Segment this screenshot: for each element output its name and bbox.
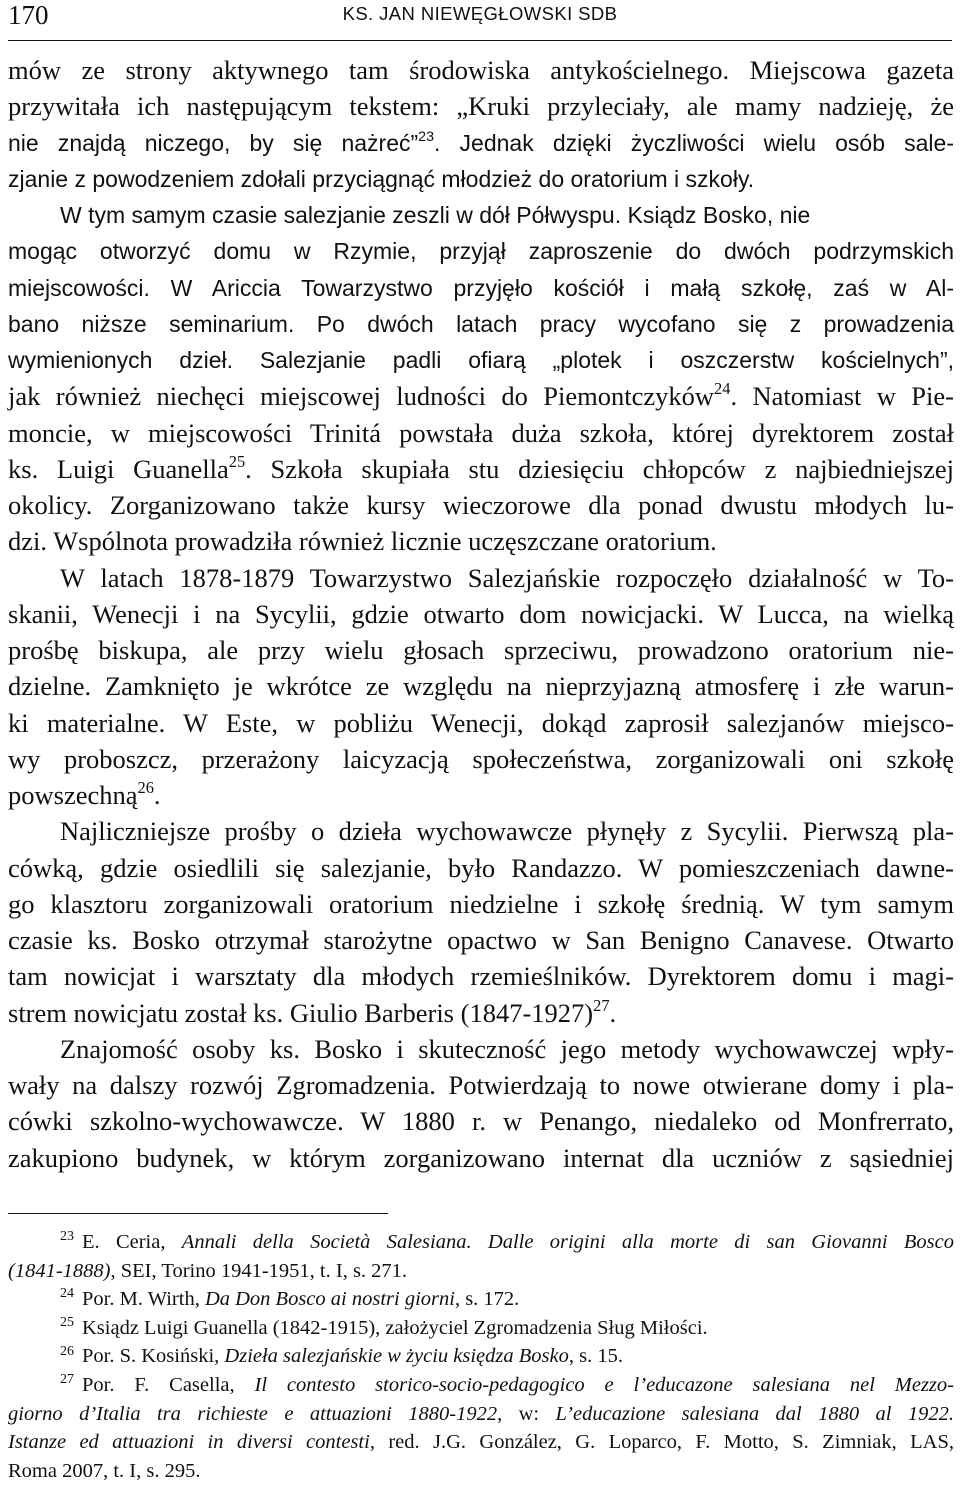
footnote-ref-25: 25 [228, 451, 246, 471]
footnote-27-cont: Roma 2007, t. I, s. 295. [8, 1459, 201, 1482]
footnote-27-cont: Istanze ed attuazioni in diversi contesti, red. J.G. González, G. Loparco, F. Motto, S. Zimniak, LAS, [8, 1431, 954, 1454]
footnote-23: $^{23}$ E. Ceria, Annali della Società Salesiana. Dalle origini alla morte di san Giovanni Bosco [60, 1229, 954, 1253]
text-line: cówką, gdzie osiedlili się salezjanie, było Randazzo. W pomieszczeniach dawne- [8, 852, 954, 883]
text-line: mogąc otworzyć domu w Rzymie, przyjął zaproszenie do dwóch podrzymskich [8, 238, 954, 265]
text-line: zjanie z powodzeniem zdołali przyciągnąć młodzież do oratorium i szkoły. [8, 165, 755, 192]
text-line: wy proboszcz, przerażony laicyzacją społeczeństwa, zorganizowali oni szkołę [8, 743, 954, 774]
footnote-25: $^{25}$ Ksiądz Luigi Guanella (1842-1915), założyciel Zgromadzenia Sług Miłości. [60, 1314, 708, 1339]
text-line: moncie, w miejscowości Trinitá powstała duża szkoła, której dyrektorem został [8, 417, 954, 448]
footnote-23-cont: (1841-1888), SEI, Torino 1941-1951, t. I, s. 271. [8, 1259, 408, 1282]
text-line: W tym samym czasie salezjanie zeszli w dół Półwyspu. Ksiądz Bosko, nie [60, 202, 811, 228]
text-line: skanii, Wenecji i na Sycylii, gdzie otwarto dom nowicjacki. W Lucca, na wielką [8, 598, 954, 629]
footnote-27: $^{27}$ Por. F. Casella, Il contesto storico-socio-pedagogico e l’educazone salesiana nel Mezzo- [60, 1372, 954, 1396]
text-line: strem nowicjatu został ks. Giulio Barberis (1847-1927)$^{27}$. [8, 995, 617, 1028]
text-line: czasie ks. Bosko otrzymał starożytne opactwo w San Benigno Canavese. Otwarto [8, 925, 954, 955]
text-line: przywitała ich następującym tekstem: „Kruki przyleciały, ale mamy nadzieję, że [8, 91, 954, 122]
text-line: wały na dalszy rozwój Zgromadzenia. Potwierdzają to nowe otwierane domy i pla- [8, 1070, 954, 1100]
footnotes [8, 1228, 954, 1485]
footnote-ref-26: 26 [137, 778, 154, 798]
text-line: mów ze strony aktywnego tam środowiska antykościelnego. Miejscowa gazeta [8, 55, 954, 85]
text-line: ki materialne. W Este, w pobliżu Wenecji, dokąd zaprosił salezjanów miejsco- [8, 707, 954, 738]
text-line: nie znajdą niczego, by się nażreć”$^{23}$. Jednak dzięki życzliwości wielu osób sale- [8, 128, 954, 156]
text-line: ks. Luigi Guanella$^{25}$. Szkoła skupiała stu dziesięciu chłopców z najbiedniejszej [8, 451, 955, 484]
text-line: miejscowości. W Ariccia Towarzystwo przyjęło kościół i małą szkołę, zaś w Al- [8, 274, 954, 301]
text-line: okolicy. Zorganizowano także kursy wieczorowe dla ponad dwustu młodych lu- [8, 490, 954, 520]
text-line: powszechną$^{26}$. [8, 778, 161, 810]
footnote-ref-27: 27 [593, 995, 610, 1015]
footnote-ref-23: 23 [418, 128, 435, 145]
footnote-24: $^{24}$ Por. M. Wirth, Da Don Bosco ai nostri giorni, s. 172. [60, 1286, 520, 1311]
footnote-26: $^{26}$ Por. S. Kosiński, Dzieła salezjańskie w życiu księdza Bosko, s. 15. [60, 1343, 623, 1368]
page-number: 170 [8, 0, 49, 30]
text-line: cówki szkolno-wychowawcze. W 1880 r. w Penango, niedaleko od Monfrerrato, [8, 1106, 954, 1137]
text-line: jak również niechęci miejscowej ludności do Piemontczyków$^{24}$. Natomiast w Pie- [8, 379, 954, 412]
text-line: dzielne. Zamknięto je wkrótce ze względu na nieprzyjazną atmosferę i złe warun- [8, 671, 954, 702]
text-line: Najliczniejsze prośby o dzieła wychowawcze płynęły z Sycylii. Pierwszą pla- [60, 816, 954, 847]
text-line: prośbę biskupa, ale przy wielu głosach sprzeciwu, prowadzono oratorium nie- [8, 635, 954, 665]
text-line: zakupiono budynek, w którym zorganizowano internat dla uczniów z sąsiedniej [8, 1142, 954, 1173]
text-line: Znajomość osoby ks. Bosko i skuteczność jego metody wychowawczej wpły- [60, 1033, 954, 1064]
text-line: go klasztoru zorganizowali oratorium niedzielne i szkołę średnią. W tym samym [8, 888, 954, 919]
page-header [8, 0, 952, 41]
text-line: tam nowicjat i warsztaty dla młodych rzemieślników. Dyrektorem domu i magi- [8, 961, 954, 992]
main-text [8, 52, 954, 1176]
text-line: bano niższe seminarium. Po dwóch latach pracy wycofano się z prowadzenia [8, 310, 954, 337]
footnote-27-cont: giorno d’Italia tra richieste e attuazioni 1880-1922, w: L’educazione salesiana dal 1880 al 1922. [8, 1402, 954, 1425]
footnote-separator [8, 1213, 388, 1214]
running-head: KS. JAN NIEWĘGŁOWSKI SDB [342, 3, 618, 24]
text-line: W latach 1878-1879 Towarzystwo Salezjańskie rozpoczęło działalność w To- [60, 562, 954, 593]
text-line: wymienionych dzieł. Salezjanie padli ofiarą „plotek i oszczerstw kościelnych”, [8, 347, 954, 373]
text-line: dzi. Wspólnota prowadziła również licznie uczęszczane oratorium. [8, 526, 717, 557]
footnote-ref-24: 24 [714, 379, 731, 399]
